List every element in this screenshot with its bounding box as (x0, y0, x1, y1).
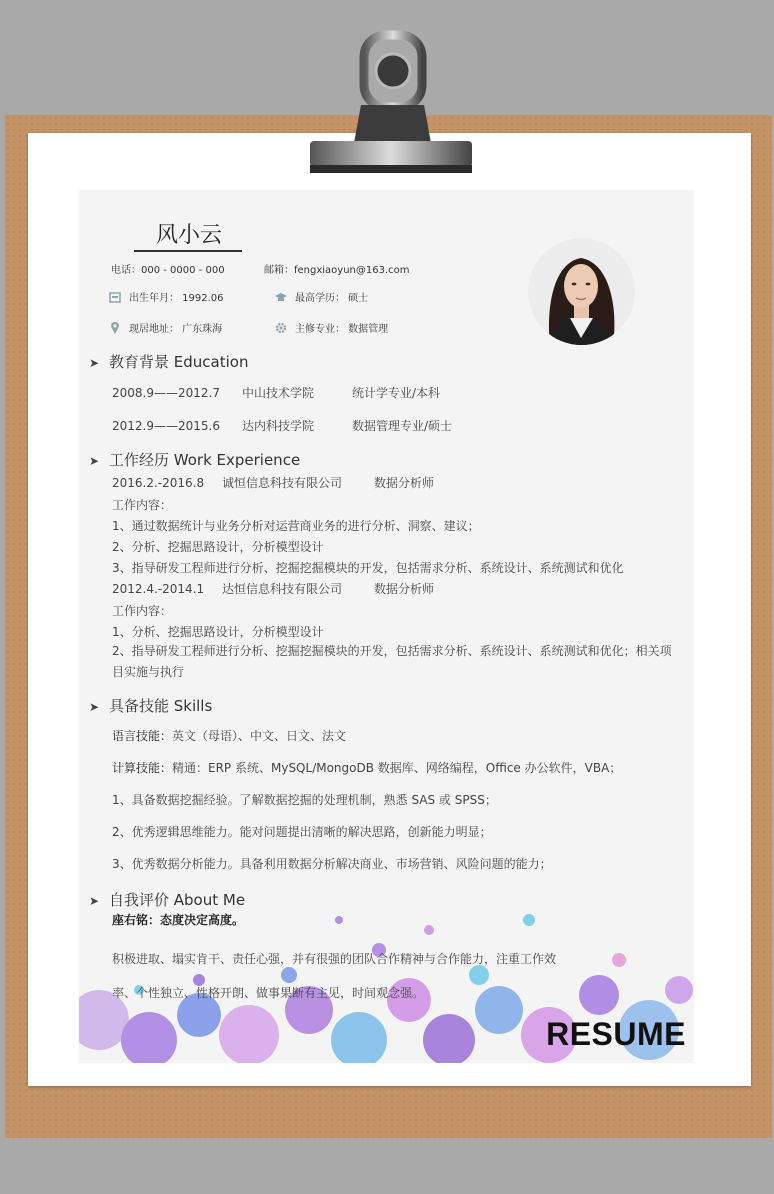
edu-school: 达内科技学院 (242, 419, 315, 433)
skills-heading: ➤ 具备技能 Skills (89, 697, 213, 715)
job-role: 数据分析师 (374, 476, 435, 490)
phone-text: 电话：000 - 0000 - 000 (111, 265, 225, 276)
major-text: 主修专业： 数据管理 (295, 324, 389, 335)
job-period: 2016.2.-2016.8 (112, 476, 205, 490)
work-item: 1、分析、挖掘思路设计，分析模型设计 (112, 625, 324, 639)
skills-title: 具备技能 Skills (109, 697, 213, 715)
address-text: 现居地址： 广东珠海 (129, 324, 223, 335)
email-text: 邮箱：fengxiaoyun@163.com (264, 265, 410, 276)
binder-clip-icon (306, 25, 476, 180)
work-content-label: 工作内容： (112, 498, 173, 512)
skill-item: 1、具备数据挖掘经验。了解数据挖掘的处理机制，熟悉 SAS 或 SPSS； (112, 793, 497, 807)
degree-text: 最高学历： 硕士 (295, 293, 369, 304)
skill-item: 2、优秀逻辑思维能力。能对问题提出清晰的解决思路，创新能力明显； (112, 825, 492, 839)
language-skill (112, 727, 346, 744)
job-row (112, 580, 434, 597)
job-company: 诚恒信息科技有限公司 (222, 476, 343, 490)
job-row (112, 474, 434, 491)
work-item: 2、分析、挖掘思路设计，分析模型设计 (112, 540, 324, 554)
computer-label: 计算技能： (112, 761, 173, 775)
work-item: 3、指导研发工程师进行分析、挖掘挖掘模块的开发，包括需求分析、系统设计、系统测试和优化 (112, 561, 624, 575)
major-field (275, 320, 388, 335)
candidate-name: 风小云 (155, 223, 222, 248)
birth-field (109, 289, 224, 304)
job-role: 数据分析师 (374, 582, 435, 596)
calendar-icon (109, 291, 121, 303)
about-text: 积极进取、塌实肯干、责任心强，并有很强的团队合作精神与合作能力，注重工作效率、个性独立、性格开朗、做事果断有主见，时间观念强。 (112, 952, 557, 1000)
work-content-label: 工作内容： (112, 604, 173, 618)
job-period: 2012.4.-2014.1 (112, 582, 205, 596)
graduation-cap-icon (275, 291, 287, 303)
job-company: 达恒信息科技有限公司 (222, 582, 343, 596)
address-field (109, 320, 222, 335)
name-underline (134, 250, 242, 252)
education-heading: ➤ 教育背景 Education (89, 353, 249, 371)
education-row (112, 384, 440, 401)
work-heading: ➤ 工作经历 Work Experience (89, 451, 301, 469)
computer-value: 精通：ERP 系统、MySQL/MongoDB 数据库、网络编程，Office 办公软件，VBA； (172, 761, 622, 775)
birth-text: 出生年月： 1992.06 (129, 293, 224, 304)
gear-icon (275, 322, 287, 334)
edu-period: 2008.9——2012.7 (112, 386, 220, 400)
language-label: 语言技能： (112, 729, 173, 743)
education-row (112, 417, 452, 434)
about-heading: ➤ 自我评价 About Me (89, 891, 246, 909)
work-item: 1、通过数据统计与业务分析对运营商业务的进行分析、洞察、建议； (112, 519, 480, 533)
work-item: 2、指导研发工程师进行分析、挖掘挖掘模块的开发，包括需求分析、系统设计、系统测试和优化；相关项目实施与执行 (112, 644, 672, 679)
work-title: 工作经历 Work Experience (109, 451, 301, 469)
language-value: 英文（母语）、中文、日文、法文 (172, 729, 347, 743)
resume-sheet (79, 190, 694, 1063)
resume-wordmark: RESUME (546, 1016, 686, 1052)
about-title: 自我评价 About Me (109, 891, 246, 909)
edu-major: 数据管理专业/硕士 (352, 419, 453, 433)
education-title: 教育背景 Education (109, 353, 249, 371)
motto-text: 座右铭：态度决定高度。 (112, 913, 245, 927)
profile-photo (528, 238, 635, 345)
degree-field (275, 289, 368, 304)
location-pin-icon (109, 322, 121, 334)
skill-item: 3、优秀数据分析能力。具备利用数据分析解决商业、市场营销、风险问题的能力； (112, 857, 552, 871)
edu-period: 2012.9——2015.6 (112, 419, 220, 433)
computer-skill (112, 759, 621, 776)
edu-major: 统计学专业/本科 (352, 386, 441, 400)
edu-school: 中山技术学院 (242, 386, 315, 400)
